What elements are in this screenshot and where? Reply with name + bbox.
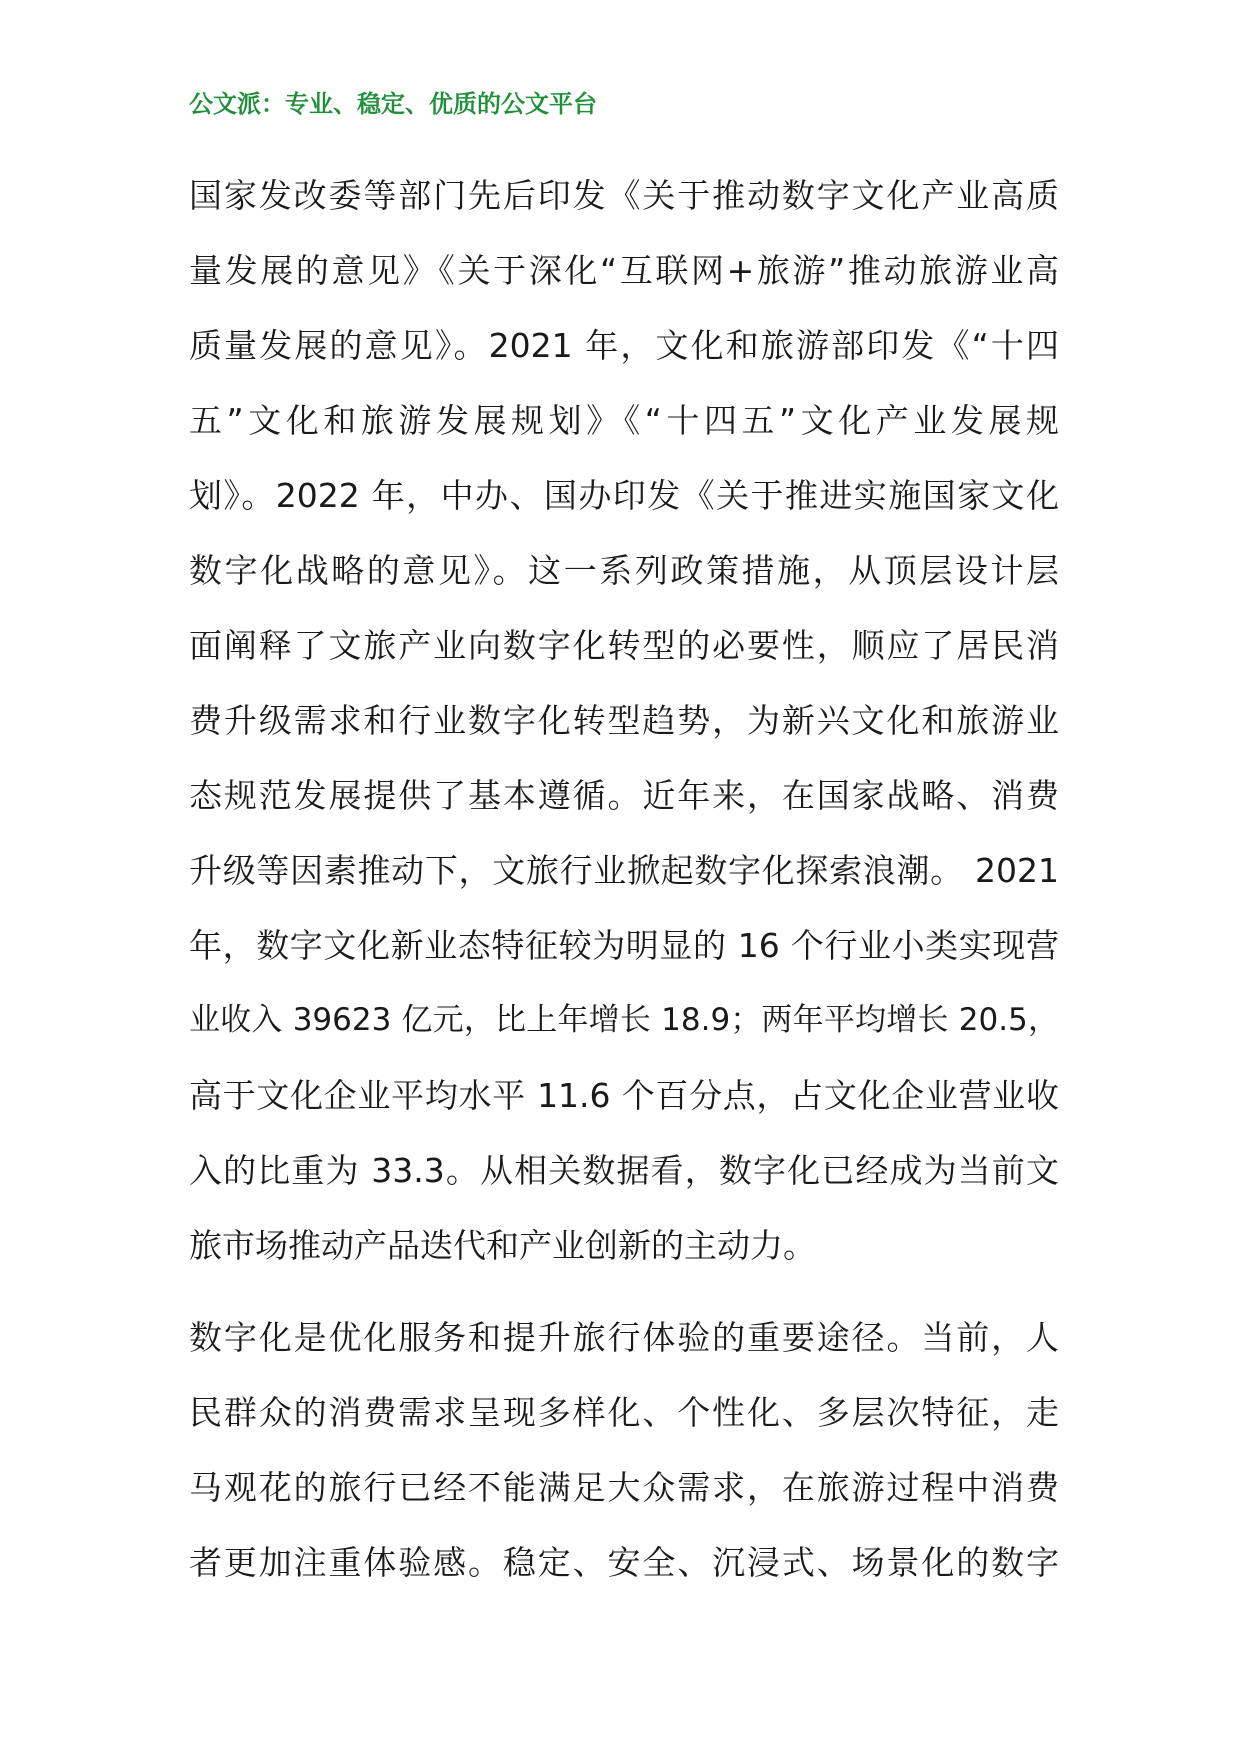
text-line: 者更加注重体验感。稳定、安全、沉浸式、场景化的数字 [189,1543,1059,1582]
text-line: 费升级需求和行业数字化转型趋势，为新兴文化和旅游业 [189,701,1059,740]
text-line: 入的比重为 33.3。从相关数据看，数字化已经成为当前文 [189,1151,1059,1190]
site-header-text: 公文派：专业、稳定、优质的公文平台 [189,90,597,118]
text-line: 量发展的意见》《关于深化“互联网+旅游”推动旅游业高 [189,251,1059,290]
text-line: 五”文化和旅游发展规划》《“十四五”文化产业发展规 [189,401,1059,440]
text-line: 业收入 39623 亿元，比上年增长 18.9；两年平均增长 20.5， [189,1002,1059,1038]
text-line: 划》。2022 年，中办、国办印发《关于推进实施国家文化 [189,476,1059,515]
text-line: 高于文化企业平均水平 11.6 个百分点，占文化企业营业收 [189,1076,1059,1115]
text-line: 马观花的旅行已经不能满足大众需求，在旅游过程中消费 [189,1468,1059,1507]
text-line: 面阐释了文旅产业向数字化转型的必要性，顺应了居民消 [189,626,1059,665]
text-line: 国家发改委等部门先后印发《关于推动数字文化产业高质 [189,176,1059,215]
text-line: 升级等因素推动下，文旅行业掀起数字化探索浪潮。 2021 [189,851,1059,890]
text-line: 民群众的消费需求呈现多样化、个性化、多层次特征，走 [189,1393,1059,1432]
paragraph-1 [189,158,1059,1283]
text-line: 年，数字文化新业态特征较为明显的 16 个行业小类实现营 [189,926,1059,965]
text-line: 旅市场推动产品迭代和产业创新的主动力。 [189,1226,816,1265]
text-line: 数字化是优化服务和提升旅行体验的重要途径。当前，人 [189,1318,1059,1357]
paragraph-2 [189,1300,1059,1600]
text-line: 态规范发展提供了基本遵循。近年来，在国家战略、消费 [189,776,1059,815]
text-line: 质量发展的意见》。2021 年，文化和旅游部印发《“十四 [189,326,1059,365]
text-line: 数字化战略的意见》。这一系列政策措施，从顶层设计层 [189,551,1059,590]
